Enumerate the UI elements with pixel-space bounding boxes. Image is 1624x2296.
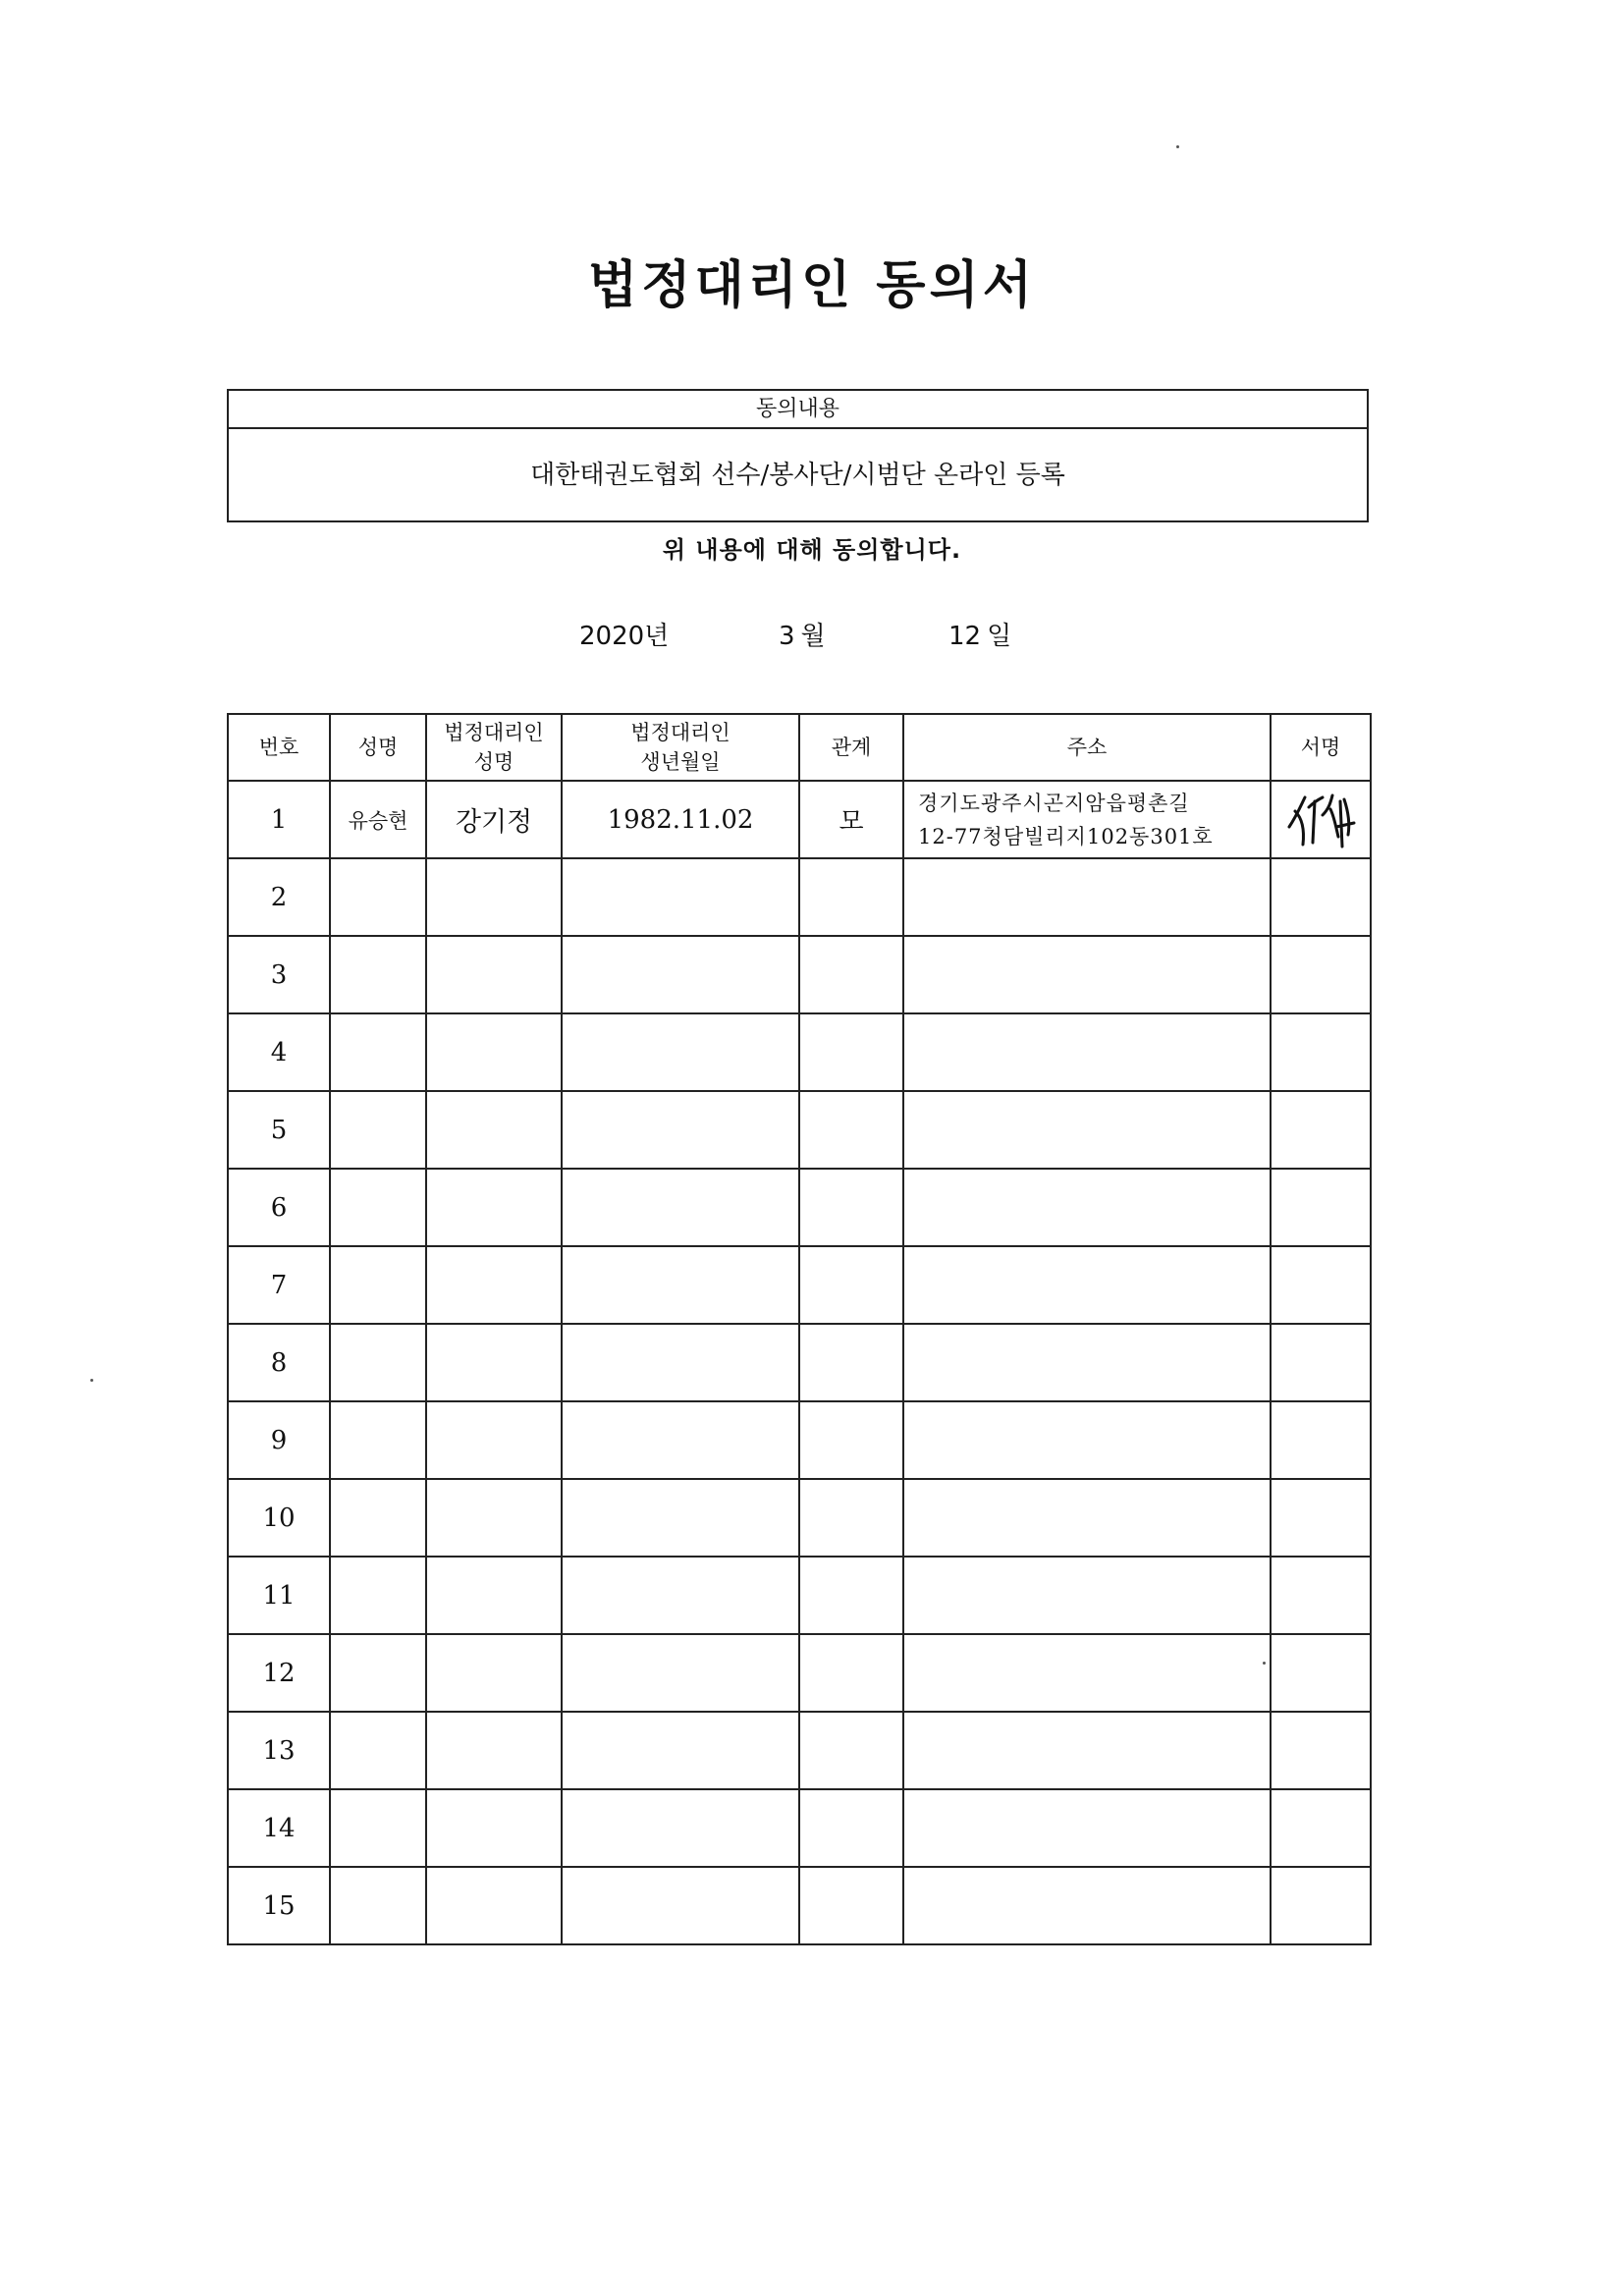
signature-cell	[1271, 1634, 1371, 1712]
student-name	[330, 1324, 426, 1401]
scan-speck	[90, 1379, 93, 1382]
row-number: 4	[228, 1013, 330, 1091]
guardian-table	[227, 713, 1372, 1945]
consent-body: 대한태권도협회 선수/봉사단/시범단 온라인 등록	[530, 461, 1065, 490]
relation	[799, 1789, 903, 1867]
date-year	[579, 616, 669, 652]
address-line2: 12-77청담빌리지102동301호	[918, 824, 1214, 848]
consent-header: 동의내용	[229, 391, 1367, 429]
guardian-name	[426, 1324, 562, 1401]
address	[903, 1169, 1271, 1246]
guardian-birthdate	[562, 1401, 799, 1479]
signature-cell	[1271, 1324, 1371, 1401]
date-month	[779, 616, 826, 652]
guardian-name	[426, 1013, 562, 1091]
student-name	[330, 1479, 426, 1557]
scan-speck	[1263, 1662, 1266, 1665]
row-number: 8	[228, 1324, 330, 1401]
address	[903, 1634, 1271, 1712]
date-month-unit: 월	[800, 622, 826, 651]
table-header-row	[228, 714, 1371, 781]
guardian-birthdate	[562, 1634, 799, 1712]
guardian-name	[426, 1246, 562, 1324]
relation	[799, 1479, 903, 1557]
table-row	[228, 936, 1371, 1013]
student-name	[330, 1169, 426, 1246]
guardian-birthdate	[562, 1557, 799, 1634]
date-day-unit: 일	[987, 622, 1012, 651]
guardian-name	[426, 1789, 562, 1867]
row-number: 12	[228, 1634, 330, 1712]
row-number: 10	[228, 1479, 330, 1557]
date-month-value: 3	[779, 622, 795, 651]
row-number: 5	[228, 1091, 330, 1169]
relation	[799, 1169, 903, 1246]
table-row	[228, 1712, 1371, 1789]
student-name	[330, 1789, 426, 1867]
student-name	[330, 936, 426, 1013]
row-number: 13	[228, 1712, 330, 1789]
student-name	[330, 1557, 426, 1634]
row-number: 6	[228, 1169, 330, 1246]
relation: 모	[799, 781, 903, 858]
guardian-name	[426, 1401, 562, 1479]
signature-cell	[1271, 1712, 1371, 1789]
table-row	[228, 1324, 1371, 1401]
header-guardian-birth-line2: 생년월일	[640, 750, 721, 774]
table-row	[228, 1789, 1371, 1867]
address	[903, 1712, 1271, 1789]
signature-cell	[1271, 1867, 1371, 1944]
table-row	[228, 781, 1371, 858]
signature-cell	[1271, 1013, 1371, 1091]
header-guardian-name-line2: 성명	[473, 750, 514, 774]
row-number: 15	[228, 1867, 330, 1944]
guardian-name	[426, 858, 562, 936]
signature-cell	[1271, 858, 1371, 936]
signature-cell	[1271, 1479, 1371, 1557]
guardian-name	[426, 1479, 562, 1557]
guardian-name	[426, 1557, 562, 1634]
row-number: 11	[228, 1557, 330, 1634]
relation	[799, 936, 903, 1013]
address-line1: 경기도광주시곤지암읍평촌길	[918, 791, 1190, 815]
table-row	[228, 1401, 1371, 1479]
table-row	[228, 1013, 1371, 1091]
handwritten-signature	[1279, 788, 1362, 852]
date-year-unit: 년	[644, 622, 670, 651]
table-row	[228, 1557, 1371, 1634]
guardian-name	[426, 1091, 562, 1169]
row-number: 3	[228, 936, 330, 1013]
row-number: 14	[228, 1789, 330, 1867]
date-day-value: 12	[948, 622, 982, 651]
table-row	[228, 1169, 1371, 1246]
relation	[799, 1246, 903, 1324]
address	[903, 858, 1271, 936]
header-guardian-name-line1: 법정대리인	[444, 721, 544, 744]
scan-speck	[1176, 145, 1179, 148]
relation	[799, 1013, 903, 1091]
guardian-name	[426, 1169, 562, 1246]
guardian-birthdate	[562, 1712, 799, 1789]
address	[903, 1246, 1271, 1324]
address	[903, 781, 1271, 858]
relation	[799, 1324, 903, 1401]
address	[903, 1013, 1271, 1091]
guardian-birthdate: 1982.11.02	[562, 781, 799, 858]
header-name: 성명	[330, 714, 426, 781]
signature-cell	[1271, 1169, 1371, 1246]
header-guardian-birth-line1: 법정대리인	[630, 721, 731, 744]
address	[903, 1557, 1271, 1634]
relation	[799, 1712, 903, 1789]
guardian-birthdate	[562, 936, 799, 1013]
student-name	[330, 1091, 426, 1169]
header-address: 주소	[903, 714, 1271, 781]
relation	[799, 858, 903, 936]
student-name	[330, 1246, 426, 1324]
guardian-birthdate	[562, 1013, 799, 1091]
header-relation: 관계	[799, 714, 903, 781]
table-row	[228, 1479, 1371, 1557]
signature-cell	[1271, 1789, 1371, 1867]
signature-cell	[1271, 781, 1371, 858]
guardian-birthdate	[562, 1479, 799, 1557]
student-name	[330, 1634, 426, 1712]
relation	[799, 1867, 903, 1944]
relation	[799, 1634, 903, 1712]
guardian-birthdate	[562, 1246, 799, 1324]
row-number: 9	[228, 1401, 330, 1479]
guardian-name: 강기정	[426, 781, 562, 858]
address	[903, 1401, 1271, 1479]
table-row	[228, 858, 1371, 936]
page-title: 법정대리인 동의서	[588, 256, 1036, 315]
date-day	[948, 616, 1011, 652]
address	[903, 936, 1271, 1013]
signature-cell	[1271, 1091, 1371, 1169]
header-number: 번호	[228, 714, 330, 781]
signature-cell	[1271, 1557, 1371, 1634]
address	[903, 1324, 1271, 1401]
consent-box	[227, 389, 1369, 522]
guardian-birthdate	[562, 1324, 799, 1401]
table-row	[228, 1634, 1371, 1712]
signature-cell	[1271, 936, 1371, 1013]
student-name	[330, 858, 426, 936]
row-number: 2	[228, 858, 330, 936]
row-number: 7	[228, 1246, 330, 1324]
table-row	[228, 1091, 1371, 1169]
student-name	[330, 1401, 426, 1479]
guardian-birthdate	[562, 1169, 799, 1246]
relation	[799, 1401, 903, 1479]
student-name	[330, 1013, 426, 1091]
header-signature: 서명	[1271, 714, 1371, 781]
address	[903, 1867, 1271, 1944]
guardian-birthdate	[562, 1867, 799, 1944]
address	[903, 1479, 1271, 1557]
table-row	[228, 1867, 1371, 1944]
header-guardian-name	[426, 714, 562, 781]
student-name	[330, 1867, 426, 1944]
signature-cell	[1271, 1246, 1371, 1324]
guardian-name	[426, 936, 562, 1013]
guardian-birthdate	[562, 858, 799, 936]
guardian-name	[426, 1867, 562, 1944]
agreement-statement: 위 내용에 대해 동의합니다.	[662, 536, 962, 564]
address	[903, 1091, 1271, 1169]
relation	[799, 1091, 903, 1169]
guardian-name	[426, 1634, 562, 1712]
date-year-value: 2020	[579, 622, 645, 651]
student-name: 유승현	[330, 781, 426, 858]
guardian-birthdate	[562, 1091, 799, 1169]
address	[903, 1789, 1271, 1867]
relation	[799, 1557, 903, 1634]
student-name	[330, 1712, 426, 1789]
table-row	[228, 1246, 1371, 1324]
guardian-birthdate	[562, 1789, 799, 1867]
guardian-name	[426, 1712, 562, 1789]
header-guardian-birth	[562, 714, 799, 781]
signature-cell	[1271, 1401, 1371, 1479]
row-number: 1	[228, 781, 330, 858]
